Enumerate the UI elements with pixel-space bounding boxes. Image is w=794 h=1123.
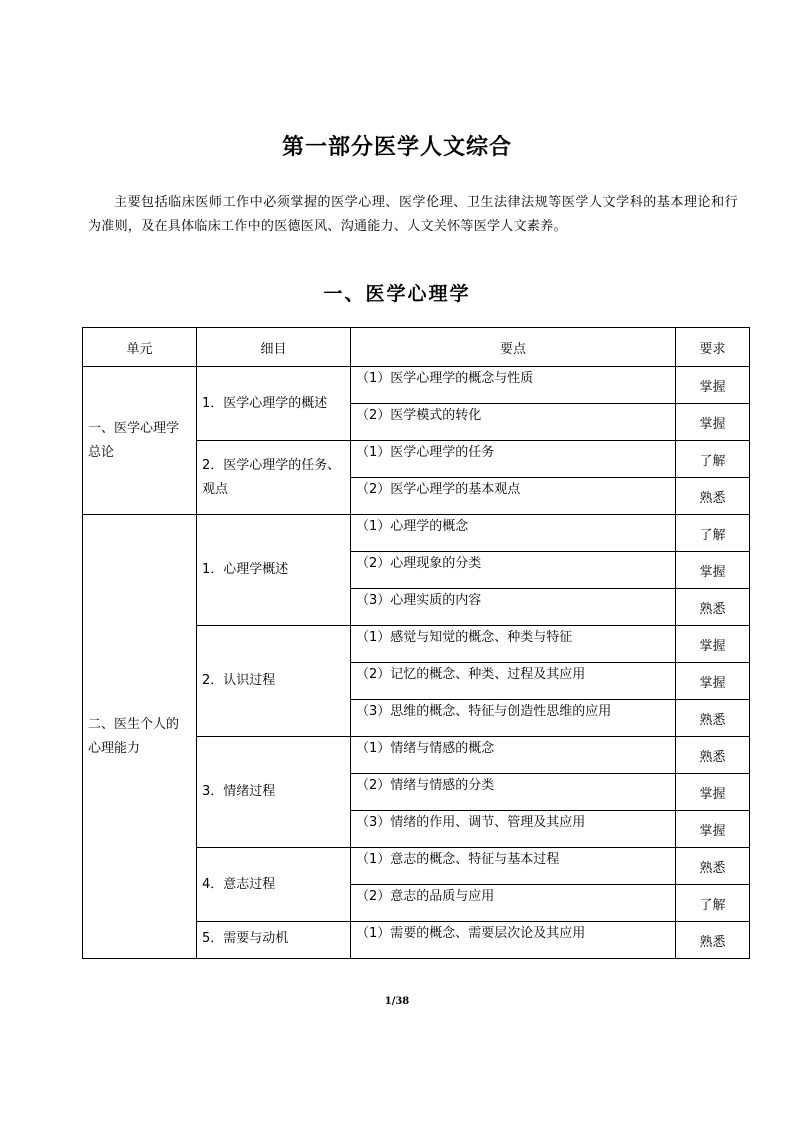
point-cell: （3）心理实质的内容 xyxy=(351,589,676,626)
header-subject: 细目 xyxy=(197,328,351,367)
point-cell: （1）情绪与情感的概念 xyxy=(351,737,676,774)
requirement-cell: 了解 xyxy=(676,515,750,552)
requirement-cell: 熟悉 xyxy=(676,589,750,626)
intro-paragraph: 主要包括临床医师工作中必须掌握的医学心理、医学伦理、卫生法律法规等医学人文学科的基本理论和行为准则，及在具体临床工作中的医德医风、沟通能力、人文关怀等医学人文素养。 xyxy=(88,195,738,234)
point-cell: （2）医学心理学的基本观点 xyxy=(351,478,676,515)
requirement-cell: 了解 xyxy=(676,441,750,478)
header-requirement: 要求 xyxy=(676,328,750,367)
table-row xyxy=(83,515,750,552)
requirement-cell: 掌握 xyxy=(676,811,750,848)
requirement-cell: 熟悉 xyxy=(676,700,750,737)
requirement-cell: 熟悉 xyxy=(676,737,750,774)
point-cell: （1）需要的概念、需要层次论及其应用 xyxy=(351,922,676,959)
page-number: 1/38 xyxy=(384,996,410,1007)
requirement-cell: 掌握 xyxy=(676,552,750,589)
point-cell: （1）医学心理学的概念与性质 xyxy=(351,367,676,404)
requirement-cell: 熟悉 xyxy=(676,478,750,515)
point-cell: （3）思维的概念、特征与创造性思维的应用 xyxy=(351,700,676,737)
point-cell: （1）心理学的概念 xyxy=(351,515,676,552)
table-row xyxy=(83,367,750,404)
page-title: 第一部分医学人文综合 xyxy=(281,134,512,160)
subject-cell: 2．医学心理学的任务、观点 xyxy=(197,441,351,515)
subject-cell: 3．情绪过程 xyxy=(197,737,351,848)
syllabus-table xyxy=(82,327,750,959)
section-title: 一、医学心理学 xyxy=(323,283,471,305)
header-unit: 单元 xyxy=(83,328,197,367)
point-cell: （2）意志的品质与应用 xyxy=(351,885,676,922)
requirement-cell: 了解 xyxy=(676,885,750,922)
table-header-row xyxy=(83,328,750,367)
point-cell: （1）感觉与知觉的概念、种类与特征 xyxy=(351,626,676,663)
unit-cell: 一、医学心理学总论 xyxy=(83,367,197,515)
point-cell: （3）情绪的作用、调节、管理及其应用 xyxy=(351,811,676,848)
point-cell: （2）医学模式的转化 xyxy=(351,404,676,441)
point-cell: （2）心理现象的分类 xyxy=(351,552,676,589)
requirement-cell: 熟悉 xyxy=(676,848,750,885)
subject-cell: 5．需要与动机 xyxy=(197,922,351,959)
subject-cell: 1．心理学概述 xyxy=(197,515,351,626)
subject-cell: 4．意志过程 xyxy=(197,848,351,922)
requirement-cell: 掌握 xyxy=(676,774,750,811)
point-cell: （1）意志的概念、特征与基本过程 xyxy=(351,848,676,885)
requirement-cell: 熟悉 xyxy=(676,922,750,959)
subject-cell: 1．医学心理学的概述 xyxy=(197,367,351,441)
point-cell: （1）医学心理学的任务 xyxy=(351,441,676,478)
subject-cell: 2．认识过程 xyxy=(197,626,351,737)
unit-cell: 二、医生个人的心理能力 xyxy=(83,515,197,959)
point-cell: （2）情绪与情感的分类 xyxy=(351,774,676,811)
requirement-cell: 掌握 xyxy=(676,626,750,663)
header-point: 要点 xyxy=(351,328,676,367)
point-cell: （2）记忆的概念、种类、过程及其应用 xyxy=(351,663,676,700)
requirement-cell: 掌握 xyxy=(676,404,750,441)
requirement-cell: 掌握 xyxy=(676,663,750,700)
requirement-cell: 掌握 xyxy=(676,367,750,404)
